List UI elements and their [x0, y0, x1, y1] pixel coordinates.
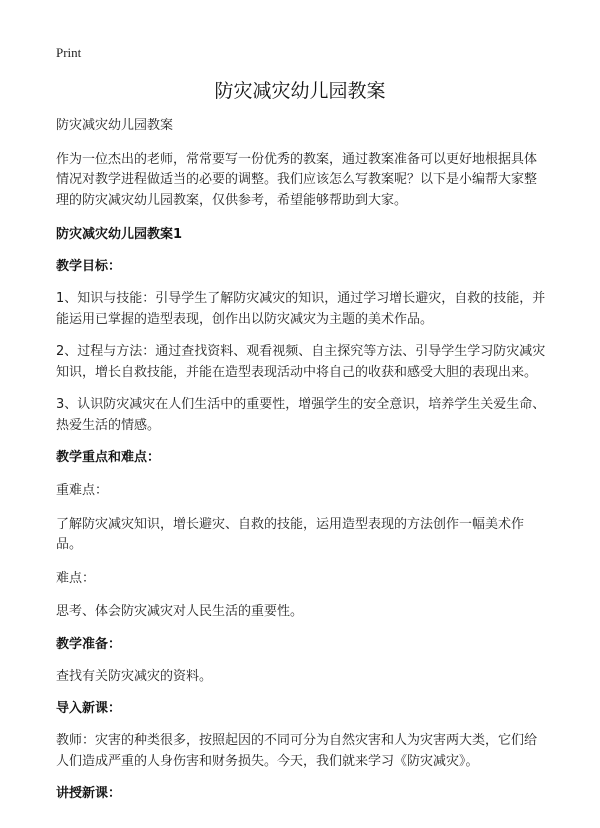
key-points-text: 了解防灾减灾知识，增长避灾、自救的技能，运用造型表现的方法创作一幅美术作品。	[56, 516, 525, 552]
difficulty-label: 难点：	[56, 570, 96, 586]
goal-2-paragraph: 2、过程与方法：通过查找资料、观看视频、自主探究等方法、引导学生学习防灾减灾知识，增长自救技能，并能在造型表现活动中将自己的收获和感受大胆的表现出来。	[56, 344, 546, 380]
preparation-text: 查找有关防灾减灾的资料。	[56, 668, 213, 684]
page-title: 防灾减灾幼儿园教案	[214, 80, 386, 102]
key-points-heading: 教学重点和难点：	[56, 450, 161, 465]
difficulty-text: 思考、体会防灾减灾对人民生活的重要性。	[56, 604, 304, 619]
lesson-intro-text: 教师：灾害的种类很多，按照起因的不同可分为自然灾害和人为灾害两大类，它们给人们造成严重的人身伤害和财务损失。今天，我们就来学习《防灾减灾》。	[56, 733, 538, 769]
document-body	[56, 116, 546, 804]
lesson-intro-heading: 导入新课：	[56, 701, 122, 716]
key-points-label: 重难点：	[56, 483, 109, 498]
print-link[interactable]: Print	[56, 45, 82, 60]
intro-paragraph: 作为一位杰出的老师，常常要写一份优秀的教案，通过教案准备可以更好地根据具体情况对教学进程做适当的必要的调整。我们应该怎么写教案呢？以下是小编帮大家整理的防灾减灾幼儿园教案，仅供参考，希望能够帮助到大家。	[56, 151, 538, 208]
goal-1-paragraph: 1、知识与技能：引导学生了解防灾减灾的知识，通过学习增长避灾，自救的技能，并能运用已掌握的造型表现，创作出以防灾减灾为主题的美术作品。	[56, 291, 546, 327]
goals-heading: 教学目标：	[56, 259, 122, 274]
section-title: 防灾减灾幼儿园教案1	[56, 227, 183, 242]
preparation-heading: 教学准备：	[56, 636, 122, 652]
goal-3-paragraph: 3、认识防灾减灾在人们生活中的重要性，增强学生的安全意识，培养学生关爱生命、热爱生活的情感。	[56, 397, 546, 433]
subtitle: 防灾减灾幼儿园教案	[56, 118, 174, 133]
new-lesson-heading: 讲授新课：	[56, 786, 122, 801]
